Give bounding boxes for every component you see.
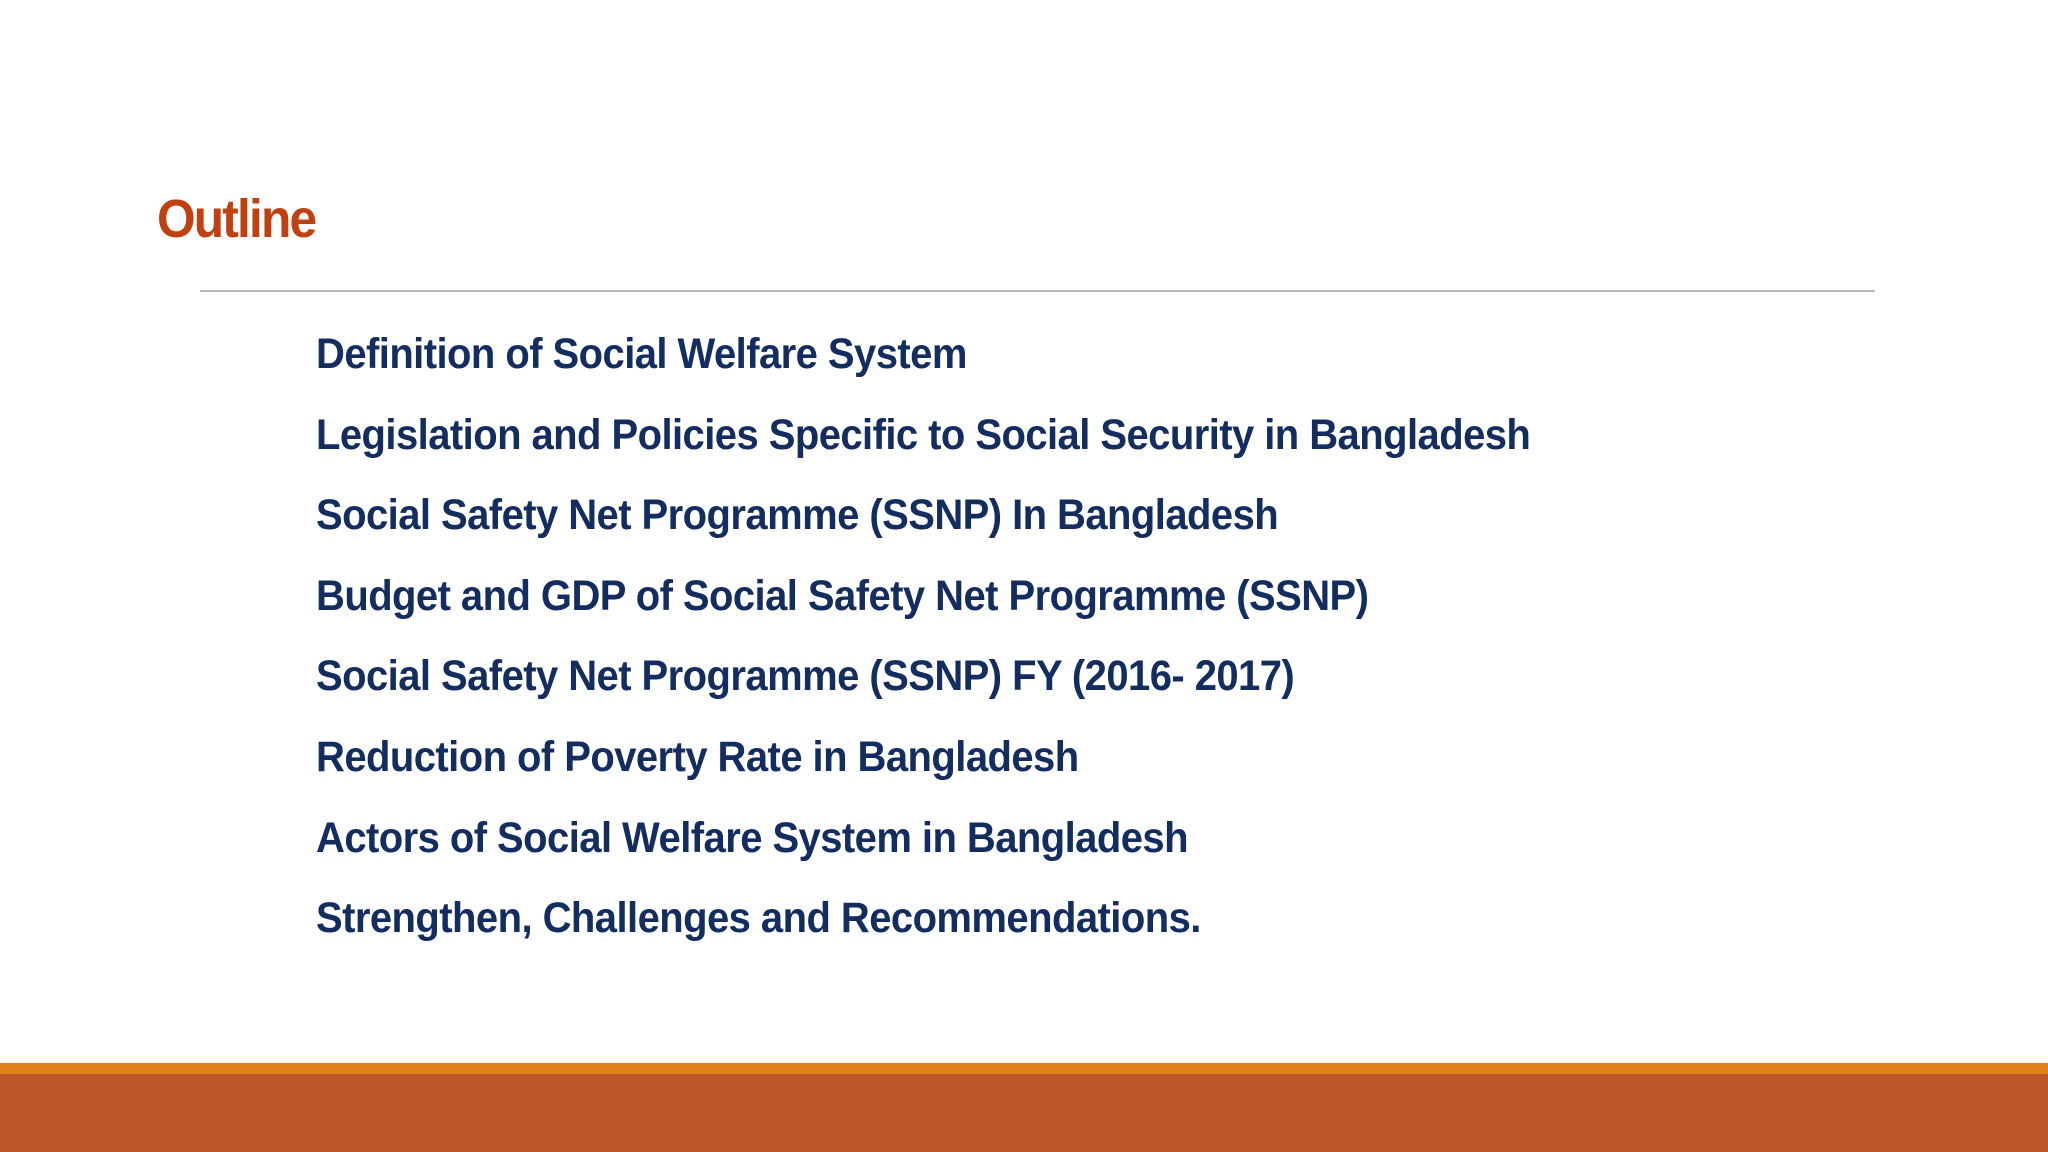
outline-item: Reduction of Poverty Rate in Bangladesh bbox=[316, 732, 1079, 781]
outline-item: Definition of Social Welfare System bbox=[316, 330, 967, 378]
footer-band bbox=[0, 1074, 2048, 1152]
outline-item: Actors of Social Welfare System in Bangladesh bbox=[316, 813, 1188, 862]
outline-item: Strengthen, Challenges and Recommendations. bbox=[316, 894, 1201, 943]
outline-item: Budget and GDP of Social Safety Net Programme (SSNP) bbox=[316, 571, 1369, 620]
title-divider bbox=[200, 290, 1875, 292]
outline-list bbox=[316, 314, 1622, 959]
slide-title: Outline bbox=[157, 189, 316, 249]
outline-item: Social Safety Net Programme (SSNP) In Bangladesh bbox=[316, 491, 1279, 540]
outline-item: Social Safety Net Programme (SSNP) FY (2016- 2017) bbox=[316, 652, 1295, 701]
outline-item: Legislation and Policies Specific to Social Security in Bangladesh bbox=[316, 410, 1531, 459]
footer-accent-stripe bbox=[0, 1063, 2048, 1074]
